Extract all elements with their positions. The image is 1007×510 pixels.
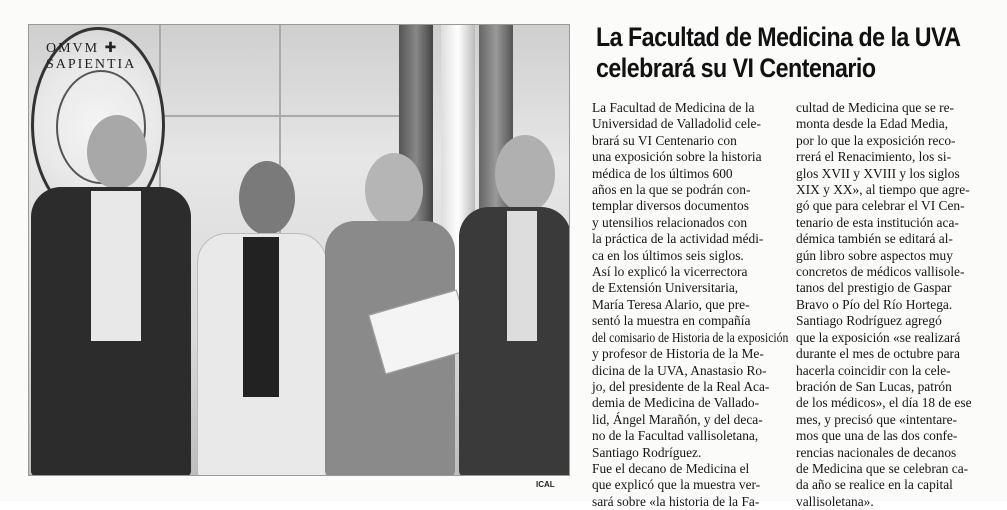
article-text-line: XIX y XX», al tiempo que agre- bbox=[796, 182, 970, 198]
article-text-line: por lo que la exposición reco- bbox=[796, 132, 956, 148]
article-text-line: templar diversos documentos bbox=[592, 198, 749, 214]
article-text-line: durante el mes de octubre para bbox=[796, 346, 960, 362]
article-text-line: de Extensión Universitaria, bbox=[592, 280, 739, 296]
article-text-line: María Teresa Alario, que pre- bbox=[592, 296, 750, 312]
headline-line: La Facultad de Medicina de la UVA bbox=[596, 22, 961, 52]
article-text-line: de los médicos», el día 18 de ese bbox=[796, 395, 972, 411]
article-text-line: sará sobre «la historia de la Fa- bbox=[592, 493, 760, 509]
shirt bbox=[507, 211, 537, 341]
top bbox=[243, 237, 279, 397]
article-text-line: concretos de médicos vallisole- bbox=[796, 264, 965, 280]
article-text-line: gó que para celebrar el VI Cen- bbox=[796, 198, 965, 214]
article-column-2 bbox=[796, 100, 992, 510]
article-text-line: mes, y precisó que «intentare- bbox=[796, 411, 958, 427]
article-text-line: rencias nacionales de decanos bbox=[796, 444, 957, 460]
shirt bbox=[91, 191, 141, 341]
article-text-line: Fue el decano de Medicina el bbox=[592, 460, 750, 476]
article-text-line: ca en los últimos seis siglos. bbox=[592, 247, 744, 263]
person-head bbox=[495, 135, 555, 213]
person-head bbox=[365, 153, 423, 227]
person-head bbox=[87, 115, 147, 189]
article-text-line: Santiago Rodríguez. bbox=[592, 444, 702, 460]
article-text-line: de Medicina que se celebran ca- bbox=[796, 460, 969, 476]
headline-line: celebrará su VI Centenario bbox=[596, 53, 876, 83]
seal-text: OMVM ✚ SAPIENTIA bbox=[46, 41, 137, 72]
article-text-line: Santiago Rodríguez agregó bbox=[796, 313, 942, 329]
article-text-line: que la exposición «se realizará bbox=[796, 329, 961, 345]
article-text-line: sentó la muestra en compañía bbox=[592, 313, 751, 329]
article-text-line: médica de los últimos 600 bbox=[592, 165, 733, 181]
article-text-line: no de la Facultad vallisoletana, bbox=[592, 428, 759, 444]
article-headline bbox=[596, 22, 992, 84]
article-text-line: tenario de esta institución aca- bbox=[796, 214, 959, 230]
article-text-line: hacerla coincidir con la cele- bbox=[796, 362, 951, 378]
article-text-line: Universidad de Valladolid cele- bbox=[592, 116, 761, 132]
article-text-line: rrerá el Renacimiento, los si- bbox=[796, 149, 952, 165]
article-text-line: dicina de la UVA, Anastasio Ro- bbox=[592, 362, 767, 378]
article-text-line: años en la que se podrán con- bbox=[592, 182, 751, 198]
article-text-line: glos XVII y XVIII y los siglos bbox=[796, 165, 960, 181]
article-text-line: bración de San Lucas, patrón bbox=[796, 378, 952, 394]
article-text-line: lid, Ángel Marañón, y del deca- bbox=[592, 411, 763, 427]
article-text-line: una exposición sobre la historia bbox=[592, 149, 762, 165]
article-text-line: jo, del presidente de la Real Aca- bbox=[592, 378, 770, 394]
article-text-line: cultad de Medicina que se re- bbox=[796, 100, 955, 115]
article-text-line: monta desde la Edad Media, bbox=[796, 116, 949, 132]
article-text-line: y utensilios relacionados con bbox=[592, 214, 748, 230]
article-text-line: démica también se editará al- bbox=[796, 231, 953, 247]
article-text-line: que explicó que la muestra ver- bbox=[592, 477, 761, 493]
article-text-line: del comisario de Historia de la exposición bbox=[592, 329, 789, 345]
article-text-line: Así lo explicó la vicerrectora bbox=[592, 264, 748, 280]
article-text-line: demia de Medicina de Vallado- bbox=[592, 395, 760, 411]
article-text-line: vallisoletana». bbox=[796, 493, 874, 509]
article-text-line: La Facultad de Medicina de la bbox=[592, 100, 755, 115]
article-text-line: gún libro sobre aspectos muy bbox=[796, 247, 953, 263]
wall-panel-line bbox=[159, 115, 419, 117]
article-photo bbox=[28, 24, 570, 476]
photo-credit: ICAL bbox=[536, 480, 555, 489]
article-text-line: da año se realice en la capital bbox=[796, 477, 953, 493]
article-text-line: brará su VI Centenario con bbox=[592, 132, 737, 148]
article-column-1 bbox=[592, 100, 788, 510]
person-head bbox=[239, 161, 295, 235]
article-text-line: Bravo o Pío del Río Hortega. bbox=[796, 296, 953, 312]
article-text-line: y profesor de Historia de la Me- bbox=[592, 346, 764, 362]
article-text-line: la práctica de la actividad médi- bbox=[592, 231, 764, 247]
article-text-line: tanos del prestigio de Gaspar bbox=[796, 280, 952, 296]
article-text-line: mos que una de las dos confe- bbox=[796, 428, 958, 444]
